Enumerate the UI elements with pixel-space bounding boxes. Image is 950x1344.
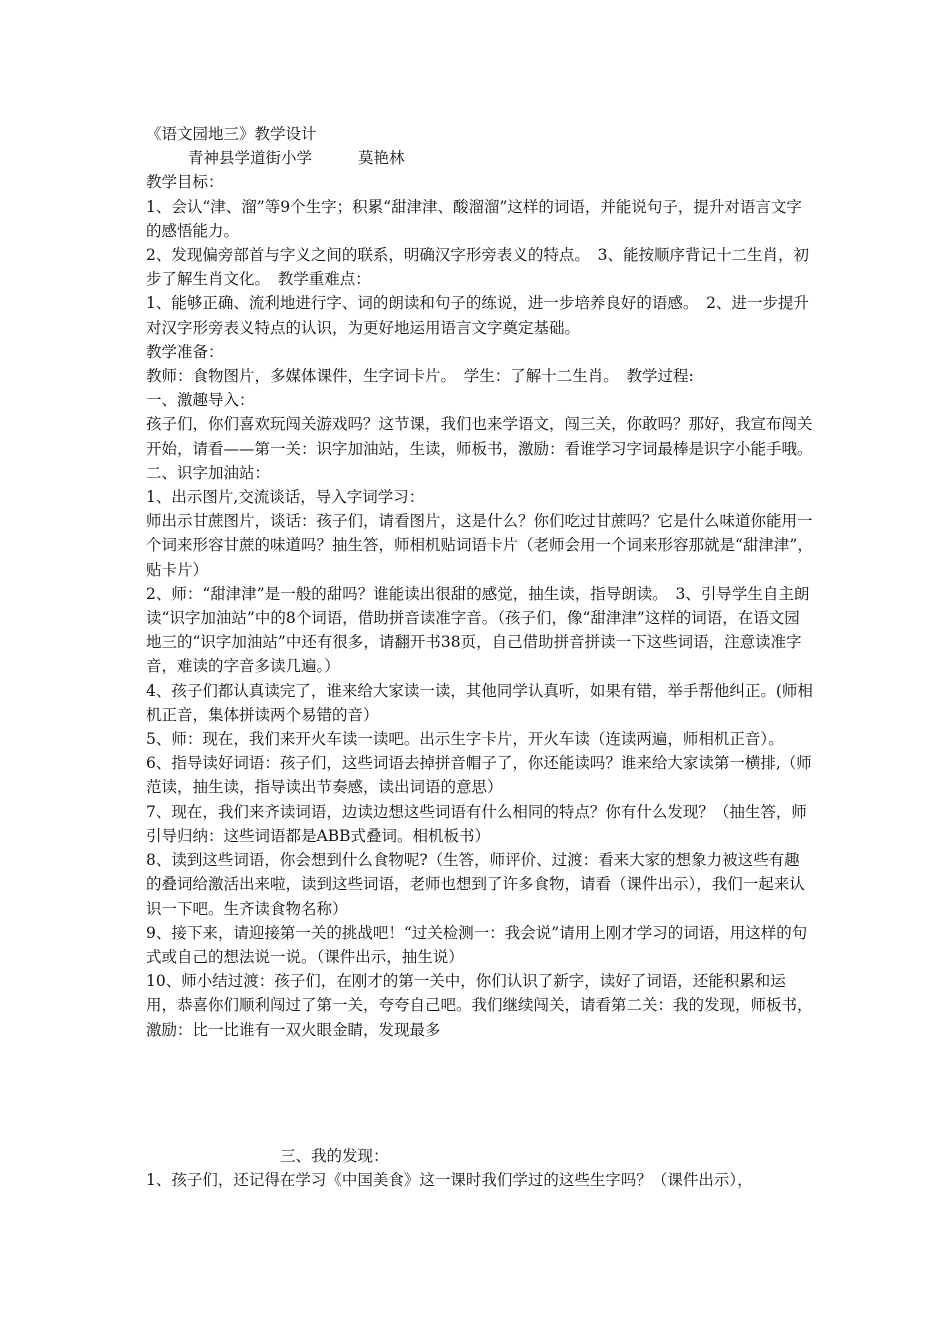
paragraph: 2、师：“甜津津”是一般的甜吗？谁能读出很甜的感觉，抽生读，指导朗读。 3、引导学生自主朗读“识字加油站”中的8个词语，借助拼音读准字音。（孩子们，像“甜津津”这样的词语，在语文园地三的“识字加油站”中还有很多，请翻开书38页，自己借助拼音拼读一下这些词语，注意读准字音，难读的字音多读几遍。） — [146, 584, 810, 676]
paragraph: 1、孩子们，还记得在学习《中国美食》这一课时我们学过的这些生字吗？（课件出示）， — [146, 1171, 753, 1190]
paragraph: 5、师：现在，我们来开火车读一读吧。出示生字卡片，开火车读（连读两遍，师相机正音）。 6、指导读好词语：孩子们，这些词语去掉拼音帽子了，你还能读吗？谁来给大家读第一横排,（师范读，抽生读，指导读出节奏感，读出词语的意思） — [146, 730, 812, 797]
doc-title: 《语文园地三》教学设计 — [146, 125, 317, 143]
paragraph: 1、会认“津、溜”等9个生字；积累“甜津津、酸溜溜”这样的词语，并能说句子，提升对语言文字的感悟能力。 — [146, 197, 802, 240]
paragraph: 1、能够正确、流利地进行字、词的朗读和句子的练说，进一步培养良好的语感。 2、进一步提升对汉字形旁表义特点的认识，为更好地运用语言文字奠定基础。 — [146, 294, 809, 337]
author-name: 莫艳林 — [358, 149, 405, 168]
paragraph: 教学准备： — [146, 342, 224, 361]
paragraph: 1、出示图片,交流谈话，导入字词学习： — [146, 488, 425, 507]
school-name: 青神县学道街小学 — [188, 149, 313, 168]
paragraph: 4、孩子们都认真读完了，谁来给大家读一读，其他同学认真听，如果有错，举手帮他纠正。(师相机正音，集体拼读两个易错的音） — [146, 681, 813, 724]
paragraph: 孩子们，你们喜欢玩闯关游戏吗？这节课，我们也来学语文，闯三关，你敢吗？那好，我宣布闯关开始，请看——第一关：识字加油站，生读，师板书，激励：看谁学习字词最棒是识字小能手哦。 二、识字加油站： — [146, 415, 821, 482]
paragraph: 8、读到这些词语，你会想到什么食物呢?（生答，师评价、过渡：看来大家的想象力被这些有趣的叠词给激活出来啦，读到这些词语，老师也想到了许多食物，请看（课件出示），我们一起来认识一下吧。生齐读食物名称） — [146, 851, 805, 918]
main-text — [146, 122, 821, 1042]
paragraph: 师出示甘蔗图片，谈话：孩子们，请看图片，这是什么？你们吃过甘蔗吗？它是什么味道你能用一个词来形容甘蔗的味道吗？抽生答，师相机贴词语卡片（老师会用一个词来形容那就是“甜津津”，贴卡片） — [146, 512, 813, 579]
paragraph: 7、现在，我们来齐读词语，边读边想这些词语有什么相同的特点？你有什么发现？（抽生答，师引导归纳：这些词语都是ABB式叠词。相机板书） — [146, 802, 807, 845]
paragraph: 教学目标： — [146, 173, 224, 192]
section-heading: 三、我的发现： — [280, 1147, 389, 1165]
doc-byline — [146, 146, 814, 170]
paragraph: 2、发现偏旁部首与字义之间的联系，明确汉字形旁表义的特点。 3、能按顺序背记十二生肖，初步了解生肖文化。 教学重难点： — [146, 246, 809, 289]
paragraph: 教师：食物图片，多媒体课件，生字词卡片。 学生：了解十二生肖。 教学过程: — [146, 367, 694, 386]
paragraph: 9、接下来，请迎接第一关的挑战吧！“过关检测一：我会说”请用上刚才学习的词语，用这样的句式或自己的想法说一说。（课件出示，抽生说） — [146, 923, 808, 966]
paragraph: 一、激趣导入： — [146, 391, 255, 410]
section-3 — [146, 1144, 814, 1192]
paragraph: 10、师小结过渡：孩子们，在刚才的第一关中，你们认识了新字，读好了词语，还能积累和运用，恭喜你们顺利闯过了第一关，夸夸自己吧。我们继续闯关，请看第二关：我的发现，师板书，激励：比一比谁有一双火眼金睛，发现最多 — [146, 972, 813, 1039]
